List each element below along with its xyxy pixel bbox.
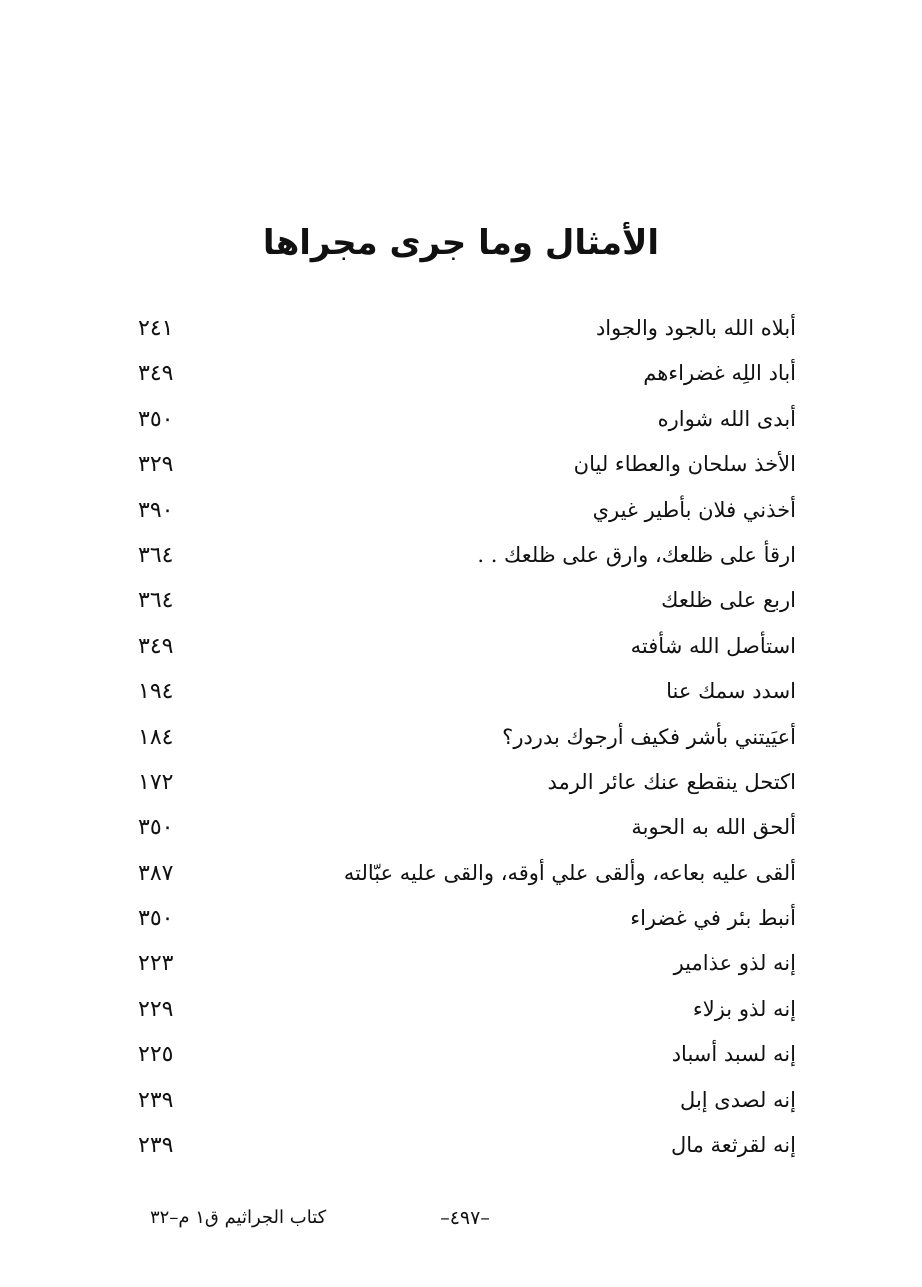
entry-page-number: ١٩٤ [138,679,174,705]
entry-text: ارقأ على ظلعك، وارق على ظلعك . . [477,542,796,567]
entry-page-number: ٢٢٣ [138,951,174,977]
entry-page-number: ٣٩٠ [138,497,174,523]
index-entry [0,987,922,1032]
entry-page-number: ٣٥٠ [138,815,174,841]
entry-text: إنه لذو عذامير [673,951,796,976]
index-entry [0,397,922,442]
index-entry [0,760,922,805]
entry-text: إنه لذو بزلاء [692,996,796,1021]
entry-text: أعيَيتني بأشر فكيف أرجوك بدردر؟ [502,724,796,749]
index-entry [0,624,922,669]
index-entry [0,1078,922,1123]
index-entry [0,1123,922,1168]
entry-text: اكتحل ينقطع عنك عائر الرمد [547,769,796,794]
proverb-index-list [0,306,922,1168]
index-entry [0,488,922,533]
entry-text: إنه لقرثعة مال [670,1133,796,1158]
index-entry [0,715,922,760]
index-entry [0,442,922,487]
entry-text: أبلاه الله بالجود والجواد [595,316,796,340]
entry-text: أباد اللِه غضراءهم [643,361,796,386]
index-entry [0,1032,922,1077]
entry-page-number: ٣٦٤ [138,542,174,568]
entry-text: أنبط بئر في غضراء [630,906,796,931]
entry-page-number: ٢٢٥ [138,1042,174,1068]
entry-page-number: ٣٤٩ [138,633,174,659]
entry-page-number: ٢٣٩ [138,1133,174,1159]
entry-page-number: ٢٣٩ [138,1087,174,1113]
entry-text: ألحق الله به الحوبة [631,815,796,840]
index-entry [0,851,922,896]
entry-page-number: ٣٥٠ [138,906,174,932]
entry-page-number: ٣٥٠ [138,406,174,432]
entry-text: إنه لصدى إبل [680,1087,796,1112]
entry-text: استأصل الله شأفته [630,633,796,658]
index-entry [0,533,922,578]
index-entry [0,351,922,396]
entry-text: اسدد سمك عنا [666,679,796,704]
entry-text: الأخذ سلحان والعطاء ليان [573,452,796,477]
index-entry [0,896,922,941]
entry-text: إنه لسبد أسباد [671,1042,796,1067]
entry-page-number: ٣٨٧ [138,860,174,886]
entry-text: أخذني فلان بأطير غيري [592,497,796,522]
entry-text: اربع على ظلعك [661,588,796,613]
page-title: الأمثال وما جرى مجراها [262,223,660,263]
index-entry [0,306,922,351]
index-entry [0,669,922,714]
entry-text: أبدى الله شواره [657,406,796,431]
entry-page-number: ٣٢٩ [138,452,174,478]
entry-page-number: ١٧٢ [138,769,174,795]
index-entry [0,805,922,850]
entry-page-number: ٢٢٩ [138,996,174,1022]
footer-page-number: –٤٩٧– [440,1207,490,1229]
entry-page-number: ٢٤١ [138,316,174,341]
index-entry [0,578,922,623]
entry-page-number: ٣٤٩ [138,361,174,387]
entry-page-number: ١٨٤ [138,724,174,750]
entry-text: ألقى عليه بعاعه، وألقى علي أوقه، والقى عليه عبّالته [343,860,796,885]
index-entry [0,941,922,986]
entry-page-number: ٣٦٤ [138,588,174,614]
footer-source: كتاب الجراثيم ق١ م–٣٢ [150,1207,327,1228]
